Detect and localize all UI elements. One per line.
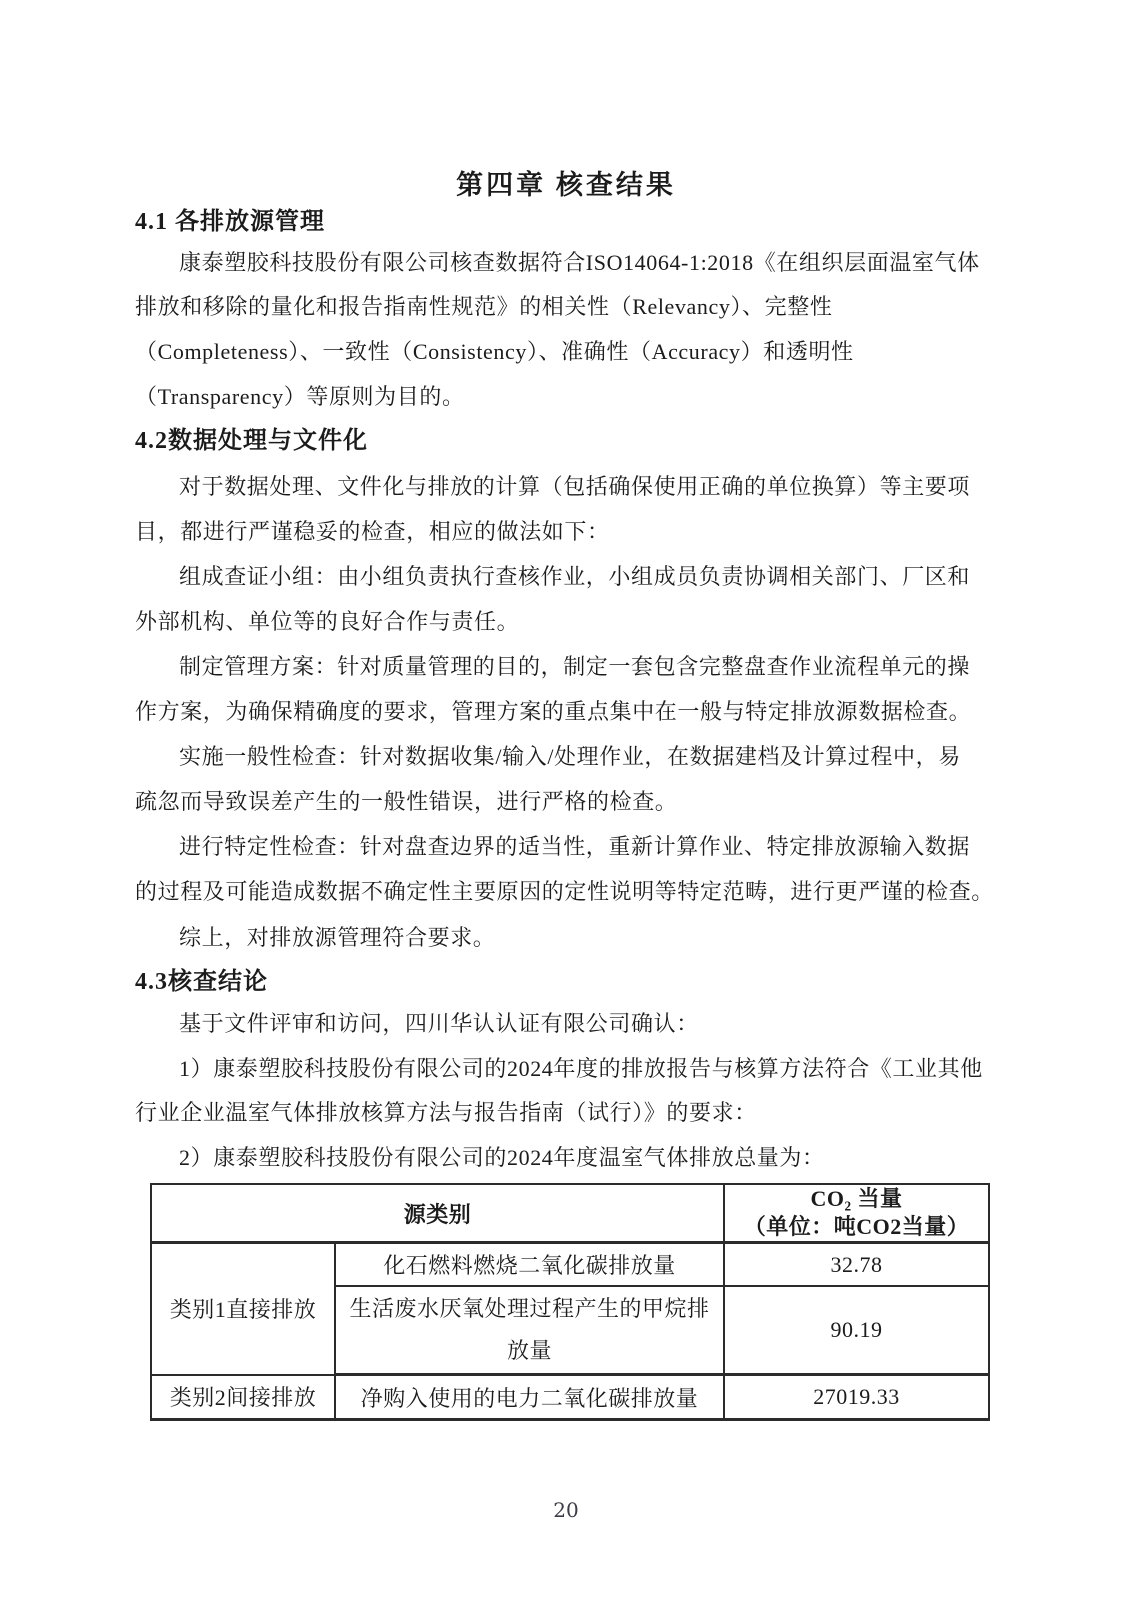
paragraph-line: 作方案，为确保精确度的要求，管理方案的重点集中在一般与特定排放源数据检查。 (135, 699, 972, 724)
paragraph-line: 1）康泰塑胶科技股份有限公司的2024年度的排放报告与核算方法符合《工业其他 (179, 1056, 983, 1081)
source-cell: 化石燃料燃烧二氧化碳排放量 (335, 1243, 724, 1287)
paragraph-line: 制定管理方案：针对质量管理的目的，制定一套包含完整盘查作业流程单元的操 (179, 654, 971, 679)
page-number: 20 (553, 1498, 579, 1522)
value-cell: 90.19 (724, 1286, 989, 1375)
paragraph-line: 基于文件评审和访问，四川华认认证有限公司确认： (179, 1011, 699, 1036)
value-cell: 27019.33 (724, 1375, 989, 1420)
table-header-source-category: 源类别 (151, 1184, 724, 1243)
table-header-co2-line2: （单位：吨CO2当量） (743, 1214, 970, 1239)
section-heading: 4.2数据处理与文件化 (135, 428, 368, 454)
paragraph-line: （Transparency）等原则为目的。 (135, 384, 465, 409)
paragraph-line: 外部机构、单位等的良好合作与责任。 (135, 609, 520, 634)
paragraph-line: 进行特定性检查：针对盘查边界的适当性，重新计算作业、特定排放源输入数据 (179, 834, 971, 859)
chapter-title: 第四章 核查结果 (456, 170, 676, 200)
paragraph-line: 康泰塑胶科技股份有限公司核查数据符合ISO14064-1:2018《在组织层面温室气体 (179, 250, 980, 275)
paragraph-line: 的过程及可能造成数据不确定性主要原因的定性说明等特定范畴，进行更严谨的检查。 (135, 879, 994, 904)
source-cell: 生活废水厌氧处理过程产生的甲烷排放量 (335, 1286, 724, 1375)
paragraph-line: 实施一般性检查：针对数据收集/输入/处理作业，在数据建档及计算过程中，易 (179, 744, 961, 769)
paragraph-line: 行业企业温室气体排放核算方法与报告指南（试行）》的要求： (135, 1100, 757, 1125)
table-header-co2-line1: CO₂ 当量 (810, 1186, 903, 1211)
paragraph-line: 目，都进行严谨稳妥的检查，相应的做法如下： (135, 519, 610, 544)
paragraph-line: 对于数据处理、文件化与排放的计算（包括确保使用正确的单位换算）等主要项 (179, 474, 971, 499)
source-cell: 净购入使用的电力二氧化碳排放量 (335, 1375, 724, 1420)
value-cell: 32.78 (724, 1243, 989, 1287)
paragraph-line: 疏忽而导致误差产生的一般性错误，进行严格的检查。 (135, 789, 678, 814)
table-row (151, 1375, 989, 1420)
table-header-row (151, 1184, 989, 1243)
paragraph-line: 组成查证小组：由小组负责执行查核作业，小组成员负责协调相关部门、厂区和 (179, 564, 971, 589)
category-cell-direct: 类别1直接排放 (151, 1243, 335, 1375)
emissions-table (150, 1183, 990, 1421)
section-heading: 4.1 各排放源管理 (135, 209, 325, 235)
paragraph-line: 2）康泰塑胶科技股份有限公司的2024年度温室气体排放总量为： (179, 1145, 825, 1170)
paragraph-line: （Completeness）、一致性（Consistency）、准确性（Accuracy）和透明性 (135, 339, 854, 364)
paragraph-line: 排放和移除的量化和报告指南性规范》的相关性（Relevancy）、完整性 (135, 294, 833, 319)
category-cell-indirect: 类别2间接排放 (151, 1375, 335, 1420)
section-heading: 4.3核查结论 (135, 969, 268, 995)
table-header-co2 (724, 1184, 989, 1243)
table-row (151, 1243, 989, 1287)
paragraph-line: 综上，对排放源管理符合要求。 (179, 925, 496, 950)
